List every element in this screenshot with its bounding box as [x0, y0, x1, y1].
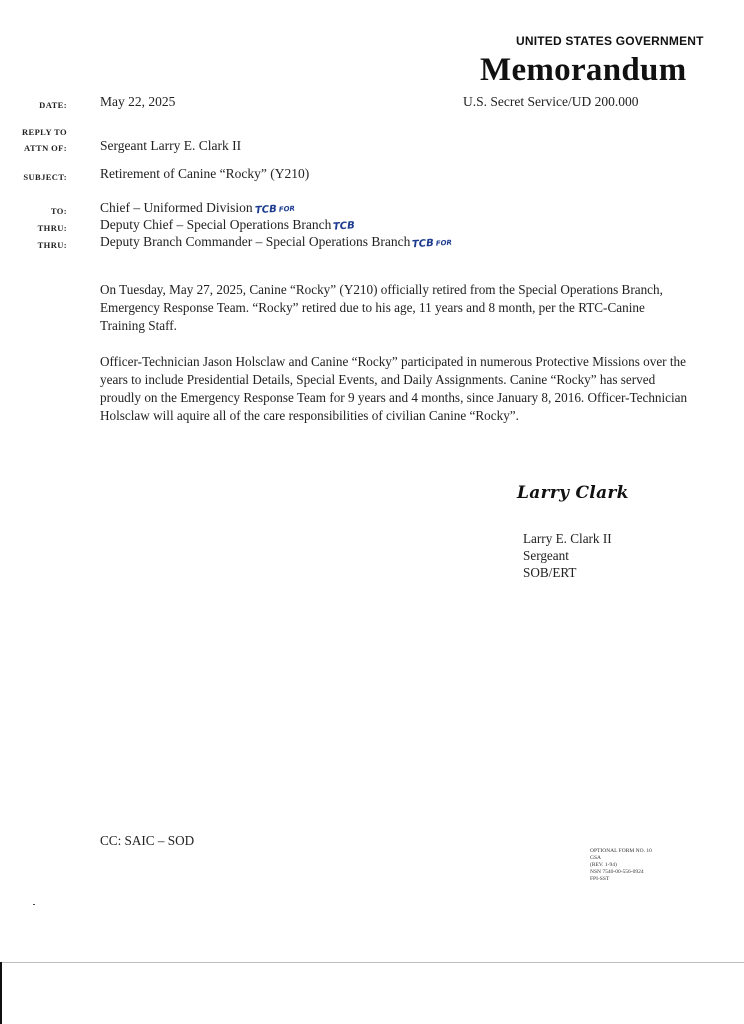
thru-label-2: THRU:: [37, 240, 67, 250]
memorandum-title: Memorandum: [480, 52, 687, 88]
form-footer-line: (REV. 1-94): [590, 862, 617, 868]
reply-to-label: REPLY TO: [21, 127, 67, 137]
body-paragraph-1: On Tuesday, May 27, 2025, Canine “Rocky” (Y210) officially retired from the Special Operations Branch, Emergency Response Team. “Rocky” retired due to his age, 11 years and 8 month, per the RTC-Canine Training Staff.: [100, 282, 663, 333]
page-bottom-rule: [0, 962, 744, 963]
attn-of-label: ATTN OF:: [24, 143, 67, 153]
to-line: [100, 200, 295, 216]
form-footer-line: OPTIONAL FORM NO. 10: [590, 848, 652, 854]
thru-line-2: [100, 234, 452, 250]
body-paragraph-2: Officer-Technician Jason Holsclaw and Canine “Rocky” participated in numerous Protective Missions over the years to include Presidential Details, Special Events, and Daily Assignments. Canine “Rocky” has served proudly on the Emergency Response Team for 9 years and 4 months, since January 8, 2016. Officer-Technician Holsclaw will aquire all of the care responsibilities of civilian Canine “Rocky”.: [100, 354, 688, 423]
date-label: DATE:: [39, 100, 67, 110]
to-value: Chief – Uniformed Division: [100, 200, 253, 215]
thru-value-2: Deputy Branch Commander – Special Operations Branch: [100, 234, 411, 249]
reply-to-value: Sergeant Larry E. Clark II: [100, 138, 242, 153]
to-initials: TCBFOR: [254, 203, 295, 217]
form-reference: U.S. Secret Service/UD 200.000: [463, 94, 639, 109]
thru-line-1: [100, 217, 355, 233]
thru-initials-1: TCB: [332, 220, 356, 233]
handwritten-signature: Larry Clark: [517, 483, 629, 503]
form-footer-line: FPI-SST: [590, 876, 610, 882]
signer-unit: SOB/ERT: [523, 565, 577, 580]
government-header: UNITED STATES GOVERNMENT: [516, 34, 704, 48]
scan-speck: [33, 904, 35, 905]
to-label: TO:: [50, 206, 67, 216]
subject-label: SUBJECT:: [23, 172, 67, 182]
signer-rank: Sergeant: [523, 548, 569, 563]
thru-label-1: THRU:: [37, 223, 67, 233]
form-footer-line: GSA: [590, 855, 602, 861]
subject-value: Retirement of Canine “Rocky” (Y210): [100, 166, 310, 181]
thru-initials-2: TCBFOR: [412, 237, 453, 251]
scan-edge-mark: [0, 962, 2, 1024]
cc-line: CC: SAIC – SOD: [100, 833, 195, 848]
signer-name: Larry E. Clark II: [523, 531, 612, 546]
date-value: May 22, 2025: [100, 94, 176, 109]
thru-value-1: Deputy Chief – Special Operations Branch: [100, 217, 332, 232]
optional-form-footer: [590, 848, 652, 883]
form-footer-line: NSN 7540-00-556-0924: [590, 869, 644, 875]
